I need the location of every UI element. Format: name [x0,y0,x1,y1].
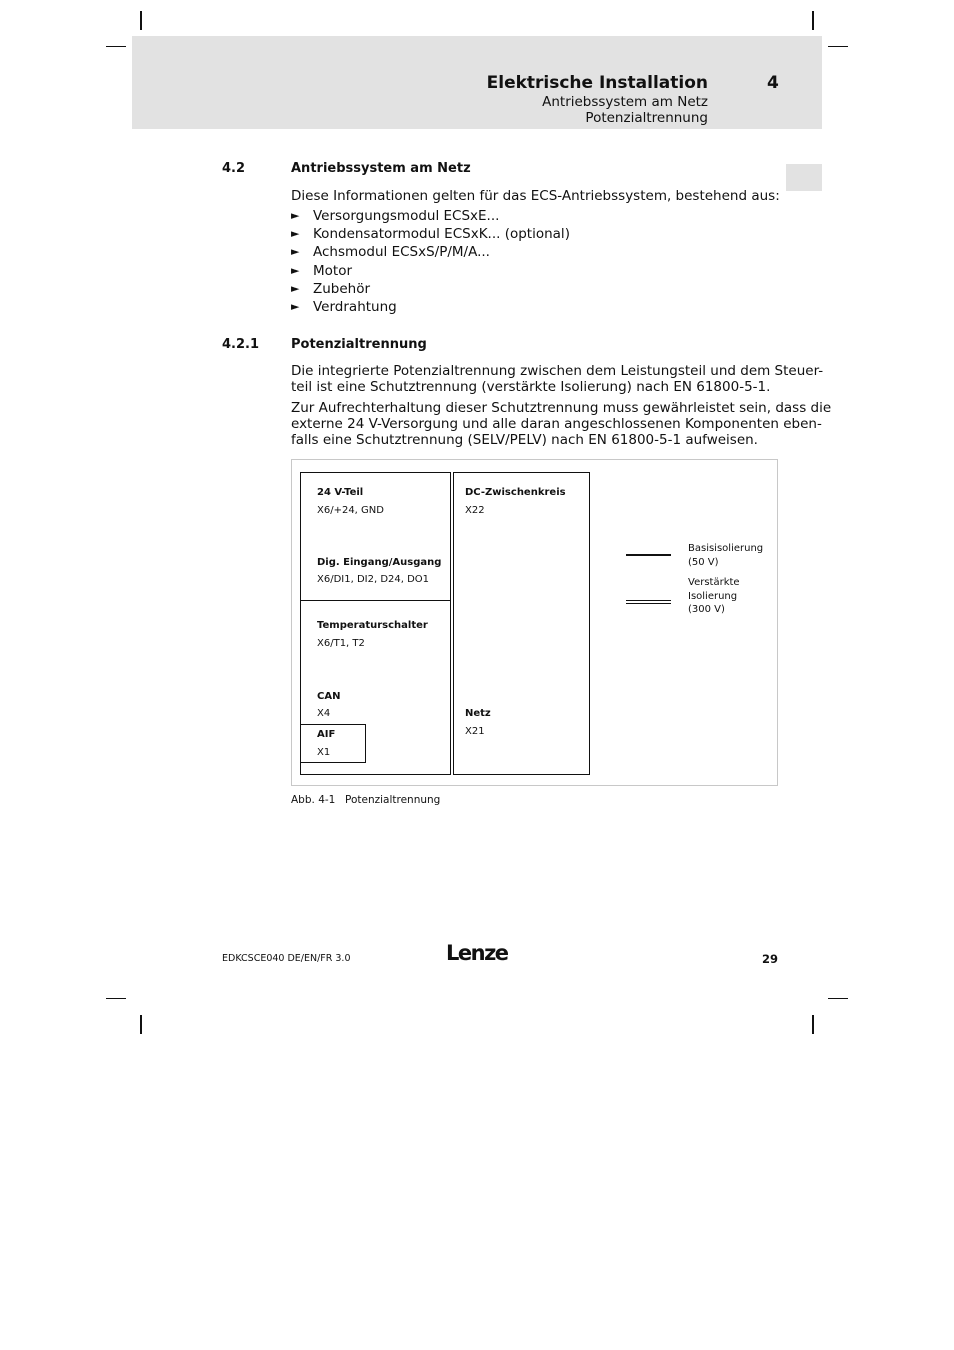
page-number: 29 [762,952,779,966]
crop-mark [140,1015,142,1034]
arrow-bullet-icon: ► [291,263,300,277]
legend-reinforced-insulation-symbol [626,603,671,604]
label-temperature-terminal: X6/T1, T2 [317,638,365,649]
crop-mark [812,1015,814,1034]
legend-basic-insulation-symbol [626,554,671,556]
legend-basic-insulation-label: Basisisolierung (50 V) [688,543,764,568]
paragraph-line: teil ist eine Schutztrennung (verstärkte Isolierung) nach EN 61800-5-1. [291,379,771,395]
section-title: Antriebssystem am Netz [291,161,471,176]
section-number: 4.2 [222,161,246,176]
label-mains-terminal: X21 [465,726,485,737]
section-title: Potenzialtrennung [291,337,427,352]
arrow-bullet-icon: ► [291,300,300,314]
label-24v-terminal: X6/+24, GND [317,505,384,516]
label-dc-bus: DC-Zwischenkreis [465,487,566,498]
list-item: ► Achsmodul ECSxS/P/M/A... [291,244,490,261]
figure-caption-text: Potenzialtrennung [345,794,441,806]
list-item: ► Versorgungsmodul ECSxE... [291,208,500,224]
header-title: Elektrische Installation [486,73,708,93]
label-24v-section: 24 V-Teil [317,487,364,498]
section-number: 4.2.1 [222,337,260,352]
header-band [132,36,822,129]
arrow-bullet-icon: ► [291,245,300,259]
label-can-terminal: X4 [317,708,331,719]
document-id: EDKCSCE040 DE/EN/FR 3.0 [222,953,351,964]
paragraph-line: Zur Aufrechterhaltung dieser Schutztrennung muss gewährleistet sein, dass die [291,400,832,416]
list-item: ► Kondensatormodul ECSxK... (optional) [291,226,570,243]
paragraph-line: Die integrierte Potenzialtrennung zwischen dem Leistungsteil und dem Steuer- [291,363,824,379]
chapter-tab-marker [786,164,822,191]
figure-caption-number: Abb. 4-1 [291,794,336,806]
label-digital-io-terminal: X6/DI1, DI2, D24, DO1 [317,574,430,585]
legend-reinforced-insulation-symbol [626,600,671,601]
legend-reinforced-insulation-label: Verstärkte Isolierung (300 V) [688,577,740,615]
arrow-bullet-icon: ► [291,209,300,222]
arrow-bullet-icon: ► [291,227,300,241]
label-dc-bus-terminal: X22 [465,505,485,516]
label-can: CAN [317,691,341,702]
arrow-bullet-icon: ► [291,281,300,295]
label-aif: AIF [317,729,336,740]
crop-mark [106,46,126,47]
paragraph-line: falls eine Schutztrennung (SELV/PELV) nach EN 61800-5-1 aufweisen. [291,432,758,448]
label-aif-terminal: X1 [317,747,331,758]
list-item: ► Verdrahtung [291,299,397,316]
chapter-number: 4 [767,73,779,93]
header-subtitle: Potenzialtrennung [585,110,708,126]
list-item: ► Zubehör [291,280,371,297]
crop-mark [828,998,848,999]
component-list [291,207,570,316]
crop-mark [812,11,814,30]
intro-paragraph: Diese Informationen gelten für das ECS-Antriebssystem, bestehend aus: [291,188,780,204]
paragraph-line: externe 24 V-Versorgung und alle daran angeschlossenen Komponenten eben- [291,416,822,432]
label-mains: Netz [465,708,491,719]
label-temperature-switch: Temperaturschalter [317,620,428,631]
crop-mark [828,46,848,47]
crop-mark [106,998,126,999]
label-digital-io: Dig. Eingang/Ausgang [317,557,442,568]
list-item: ► Motor [291,262,353,279]
crop-mark [140,11,142,30]
header-subtitle: Antriebssystem am Netz [542,94,708,110]
lenze-logo: Lenze [446,941,508,965]
basic-insulation-divider [300,600,450,601]
